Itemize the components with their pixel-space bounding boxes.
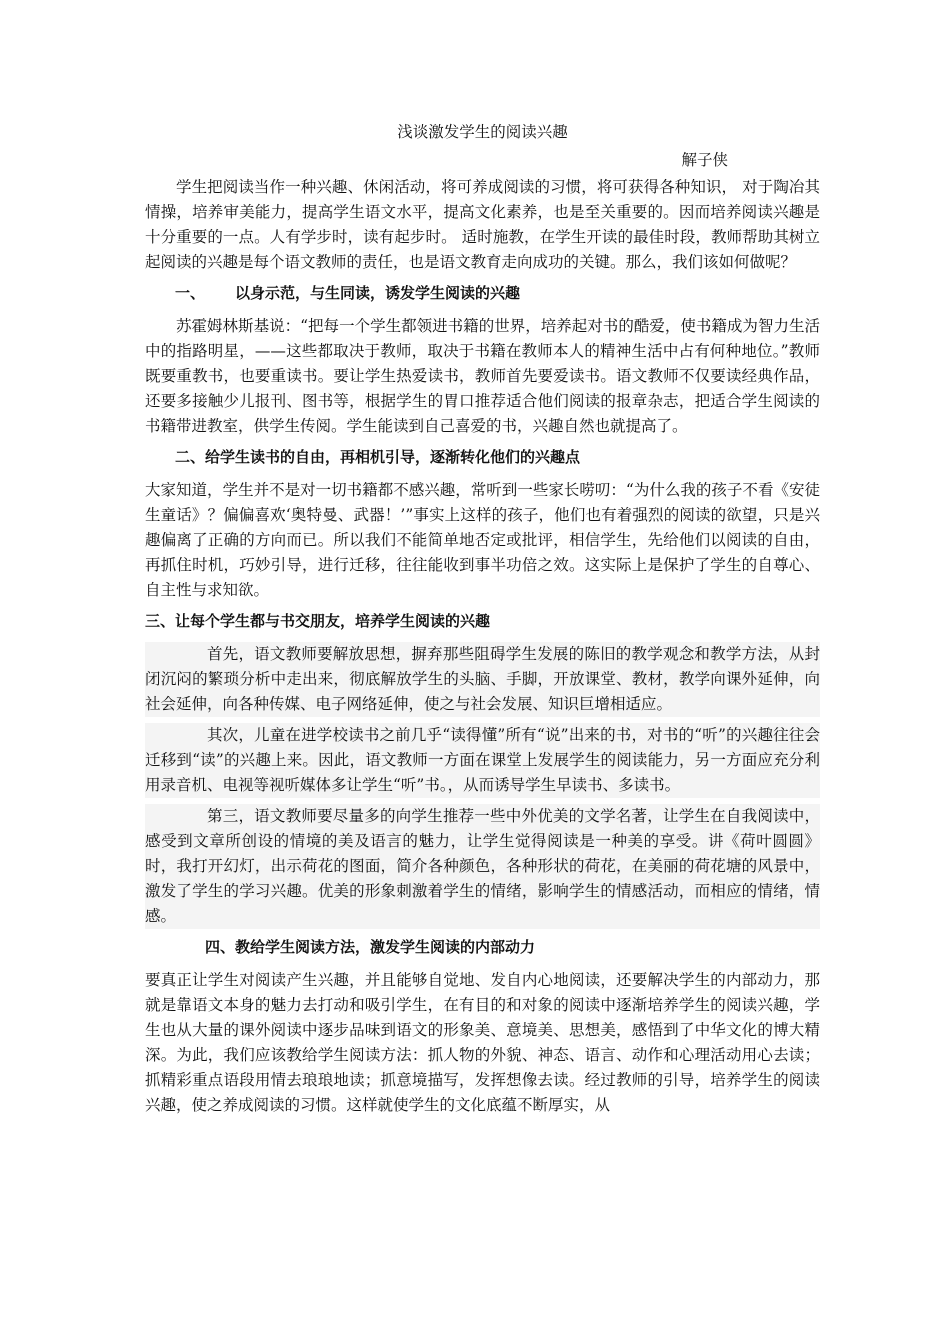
document-author: 解子侠 bbox=[681, 151, 728, 169]
section-1-title: 以身示范，与生同读，诱发学生阅读的兴趣 bbox=[235, 284, 521, 302]
section-2-paragraph: 大家知道，学生并不是对一切书籍都不感兴趣，常听到一些家长唠叨：“为什么我的孩子不看《安徒生童话》？偏偏喜欢‘奥特曼、武器！’”事实上这样的孩子，他们也有着强烈的阅读的欲望，只是兴趣偏离了正确的方向而已。所以我们不能简单地否定或批评，相信学生，先给他们以阅读的自由，再抓住时机，巧妙引导，进行迁移，往往能收到事半功倍之效。这实际上是保护了学生的自尊心、自主性与求知欲。 bbox=[145, 481, 820, 599]
section-4-paragraph: 要真正让学生对阅读产生兴趣，并且能够自觉地、发自内心地阅读，还要解决学生的内部动力，那就是靠语文本身的魅力去打动和吸引学生，在有目的和对象的阅读中逐渐培养学生的阅读兴趣，学生也从大量的课外阅读中逐步品味到语文的形象美、意境美、思想美，感悟到了中华文化的博大精深。为此，我们应该教给学生阅读方法：抓人物的外貌、神态、语言、动作和心理活动用心去读；抓精彩重点语段用情去琅琅地读；抓意境描写，发挥想像去读。经过教师的引导，培养学生的阅读兴趣，使之养成阅读的习惯。这样就使学生的文化底蕴不断厚实，从 bbox=[145, 971, 820, 1114]
section-1-heading bbox=[145, 281, 820, 306]
section-1-number: 一、 bbox=[175, 284, 206, 302]
document-body bbox=[145, 120, 820, 1124]
intro-paragraph: 学生把阅读当作一种兴趣、休闲活动，将可养成阅读的习惯，将可获得各种知识， 对于陶冶其情操，培养审美能力，提高学生语文水平，提高文化素养，也是至关重要的。因而培养阅读兴趣是十分重要的一点。人有学步时，读有起步时。 适时施教，在学生开读的最佳时段，教师帮助其树立起阅读的兴趣是每个语文教师的责任，也是语文教育走向成功的关键。那么，我们该如何做呢？ bbox=[145, 178, 820, 271]
section-1-paragraph: 苏霍姆林斯基说：“把每一个学生都领进书籍的世界，培养起对书的酷爱，使书籍成为智力生活中的指路明星，——这些都取决于教师，取决于书籍在教师本人的精神生活中占有何种地位。”教师既要重教书，也要重读书。要让学生热爱读书，教师首先要爱读书。语文教师不仅要读经典作品，还要多接触少儿报刊、图书等，根据学生的胃口推荐适合他们阅读的报章杂志，把适合学生阅读的书籍带进教室，供学生传阅。学生能读到自己喜爱的书，兴趣自然也就提高了。 bbox=[145, 317, 820, 435]
section-3-heading: 三、让每个学生都与书交朋友，培养学生阅读的兴趣 bbox=[145, 612, 491, 630]
document-title: 浅谈激发学生的阅读兴趣 bbox=[397, 123, 568, 141]
section-3-paragraph-2: 其次，儿童在进学校读书之前几乎“读得懂”所有“说”出来的书，对书的“听”的兴趣往往会迁移到“读”的兴趣上来。因此，语文教师一方面在课堂上发展学生的阅读能力，另一方面应充分利用录音机、电视等视听媒体多让学生“听”书。，从而诱导学生早读书、多读书。 bbox=[145, 723, 820, 798]
section-4-heading: 四、教给学生阅读方法，激发学生阅读的内部动力 bbox=[205, 938, 536, 956]
section-3-paragraph-1: 首先，语文教师要解放思想，摒弃那些阻碍学生发展的陈旧的教学观念和教学方法，从封闭沉闷的繁琐分析中走出来，彻底解放学生的头脑、手脚，开放课堂、教材，教学向课外延伸，向社会延伸，向各种传媒、电子网络延伸，使之与社会发展、知识巨增相适应。 bbox=[145, 642, 820, 717]
section-3-paragraph-3: 第三，语文教师要尽量多的向学生推荐一些中外优美的文学名著，让学生在自我阅读中，感受到文章所创设的情境的美及语言的魅力，让学生觉得阅读是一种美的享受。讲《荷叶圆圆》时，我打开幻灯，出示荷花的图面，简介各种颜色，各种形状的荷花，在美丽的荷花塘的风景中，激发了学生的学习兴趣。优美的形象刺激着学生的情绪，影响学生的情感活动，而相应的情绪，情感。 bbox=[145, 804, 820, 929]
section-2-heading: 二、给学生读书的自由，再相机引导，逐渐转化他们的兴趣点 bbox=[175, 448, 581, 466]
